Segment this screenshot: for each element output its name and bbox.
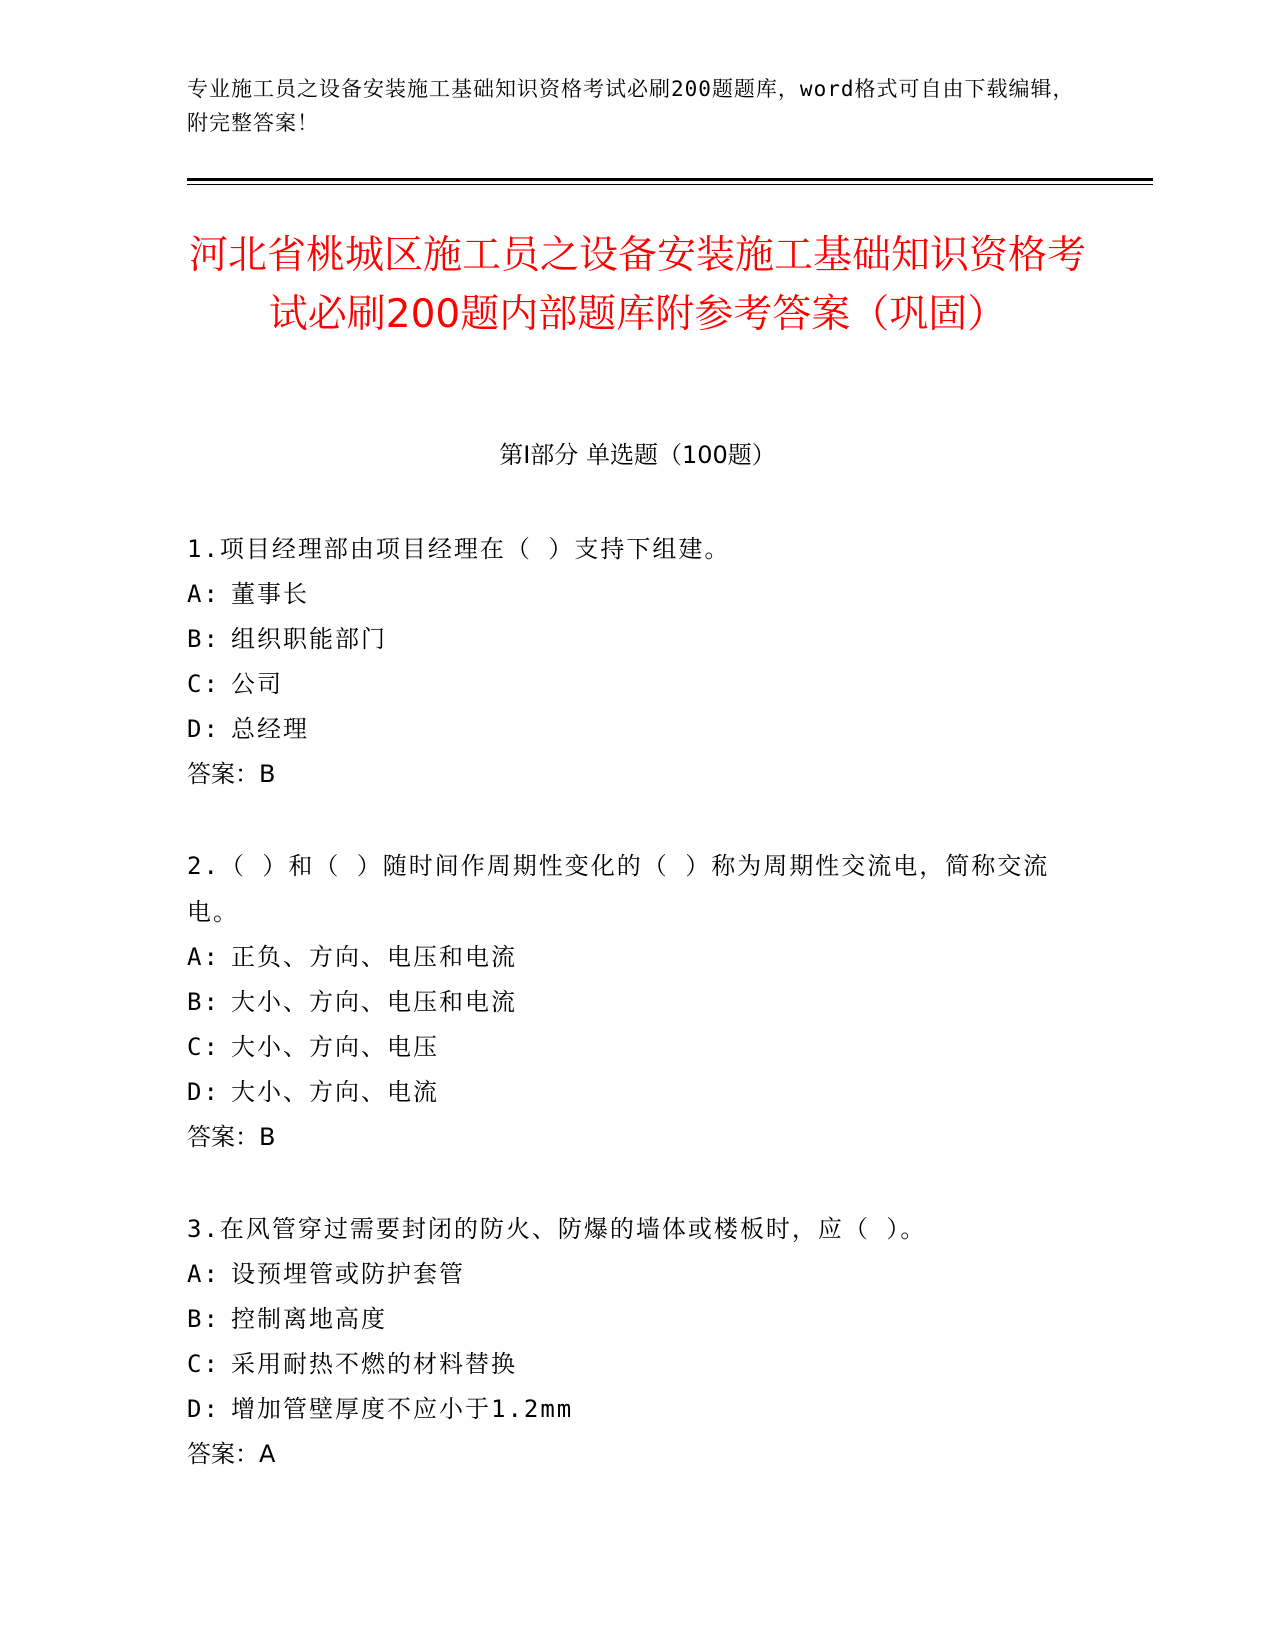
option-d	[187, 1387, 1087, 1432]
option-text: 大小、方向、电流	[231, 1078, 439, 1106]
option-c	[187, 1025, 1087, 1070]
option-b	[187, 1297, 1087, 1342]
option-a	[187, 935, 1087, 980]
option-text: 控制离地高度	[231, 1305, 387, 1333]
option-letter: C:	[187, 1033, 220, 1061]
question-3	[187, 1206, 1087, 1477]
section-title: 第Ⅰ部分 单选题（100题）	[499, 441, 776, 469]
option-text: 公司	[231, 670, 283, 698]
option-d	[187, 707, 1087, 752]
question-1	[187, 526, 1087, 797]
option-text: 董事长	[231, 580, 309, 608]
option-text: 总经理	[231, 715, 309, 743]
document-title: 河北省桃城区施工员之设备安装施工基础知识资格考试必刷200题内部题库附参考答案（巩固）	[188, 233, 1086, 337]
option-text: 增加管壁厚度不应小于1.2mm	[231, 1395, 574, 1423]
option-text: 采用耐热不燃的材料替换	[231, 1350, 517, 1378]
option-c	[187, 1342, 1087, 1387]
option-letter: C:	[187, 670, 220, 698]
option-letter: D:	[187, 715, 220, 743]
question-2	[187, 843, 1087, 1160]
answer: 答案：A	[187, 1440, 276, 1468]
answer: 答案：B	[187, 1123, 276, 1151]
option-letter: D:	[187, 1078, 220, 1106]
option-letter: B:	[187, 988, 220, 1016]
option-text: 设预埋管或防护套管	[231, 1260, 465, 1288]
option-a	[187, 572, 1087, 617]
option-text: 组织职能部门	[231, 625, 387, 653]
question-stem: 3.在风管穿过需要封闭的防火、防爆的墙体或楼板时，应（ ）。	[187, 1215, 927, 1243]
option-letter: A:	[187, 1260, 220, 1288]
header-note: 专业施工员之设备安装施工基础知识资格考试必刷200题题库，word格式可自由下载编辑，附完整答案！	[187, 77, 1075, 135]
option-letter: C:	[187, 1350, 220, 1378]
option-text: 正负、方向、电压和电流	[231, 943, 517, 971]
answer: 答案：B	[187, 760, 276, 788]
option-letter: A:	[187, 580, 220, 608]
option-letter: A:	[187, 943, 220, 971]
question-stem: 2.（ ）和（ ）随时间作周期性变化的（ ）称为周期性交流电，简称交流电。	[187, 852, 1050, 926]
header-rule-thick	[187, 178, 1153, 181]
option-letter: B:	[187, 1305, 220, 1333]
option-a	[187, 1252, 1087, 1297]
option-text: 大小、方向、电压和电流	[231, 988, 517, 1016]
option-b	[187, 980, 1087, 1025]
option-letter: B:	[187, 625, 220, 653]
option-b	[187, 617, 1087, 662]
option-c	[187, 662, 1087, 707]
question-list	[187, 526, 1087, 1523]
option-d	[187, 1070, 1087, 1115]
option-text: 大小、方向、电压	[231, 1033, 439, 1061]
header-rule-thin	[187, 184, 1153, 185]
option-letter: D:	[187, 1395, 220, 1423]
question-stem: 1.项目经理部由项目经理在（ ）支持下组建。	[187, 535, 731, 563]
